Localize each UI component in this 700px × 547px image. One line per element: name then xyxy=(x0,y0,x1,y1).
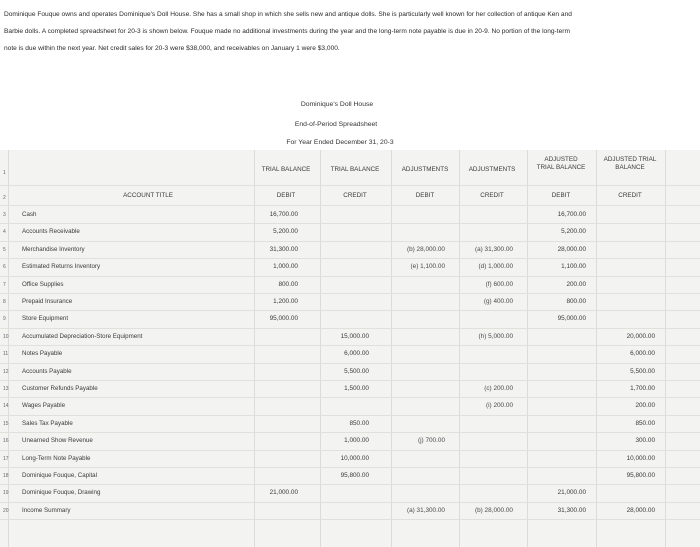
col-header-account-title: ACCOUNT TITLE xyxy=(123,192,173,199)
account-title: Office Supplies xyxy=(22,280,64,288)
row-number: 14 xyxy=(3,403,9,410)
company-name: Dominique's Doll House xyxy=(300,101,374,108)
grid-line xyxy=(320,150,321,547)
amount-cell: (b) 28,000.00 xyxy=(406,245,445,253)
amount-cell: 200.00 xyxy=(635,402,655,410)
account-title: Notes Payable xyxy=(22,350,63,358)
amount-cell: 10,000.00 xyxy=(340,454,369,462)
grid-line xyxy=(665,150,666,547)
row-number: 1 xyxy=(3,170,6,176)
amount-cell: (h) 5,000.00 xyxy=(478,332,513,340)
grid-line xyxy=(0,223,700,224)
col-header-debit: DEBIT xyxy=(415,192,435,199)
amount-cell: 10,000.00 xyxy=(626,454,655,462)
row-number: 9 xyxy=(3,316,6,323)
grid-line xyxy=(0,432,700,433)
amount-cell: 16,700.00 xyxy=(557,211,586,218)
grid-line xyxy=(0,241,700,242)
account-title: Estimated Returns Inventory xyxy=(22,263,101,271)
amount-cell: (g) 400.00 xyxy=(483,298,513,305)
amount-cell: 850.00 xyxy=(635,419,655,427)
amount-cell: (i) 200.00 xyxy=(486,402,513,410)
account-title: Unearned Show Revenue xyxy=(22,437,93,445)
row-number: 12 xyxy=(3,368,9,375)
col-header-trial-balance: TRIAL BALANCE xyxy=(261,166,311,173)
amount-cell: 95,000.00 xyxy=(269,315,298,323)
col-header-adjustments: ADJUSTMENTS xyxy=(401,166,449,173)
grid-line xyxy=(254,150,255,547)
col-header-adjusted-trial-balance: ADJUSTED TRIAL BALANCE xyxy=(603,156,657,171)
grid-line xyxy=(0,397,700,398)
account-title: Long-Term Note Payable xyxy=(22,454,91,462)
col-header-adjustments: ADJUSTMENTS xyxy=(468,166,516,173)
amount-cell: 5,200.00 xyxy=(273,228,298,236)
grid-line xyxy=(0,345,700,346)
amount-cell: 28,000.00 xyxy=(626,506,655,514)
row-number: 6 xyxy=(3,264,6,271)
amount-cell: 95,800.00 xyxy=(340,472,369,479)
amount-cell: 20,000.00 xyxy=(626,332,655,340)
row-number: 15 xyxy=(3,420,9,427)
col-header-credit: CREDIT xyxy=(480,192,504,199)
amount-cell: 31,300.00 xyxy=(557,506,586,514)
grid-line xyxy=(0,502,700,503)
row-number: 2 xyxy=(3,195,6,201)
amount-cell: 1,500.00 xyxy=(344,385,369,392)
account-title: Cash xyxy=(22,211,37,218)
row-number: 3 xyxy=(3,212,6,218)
amount-cell: (c) 200.00 xyxy=(484,385,513,392)
row-number: 20 xyxy=(3,507,9,514)
row-number: 10 xyxy=(3,333,9,340)
amount-cell: 5,200.00 xyxy=(561,228,586,236)
amount-cell: 5,500.00 xyxy=(630,367,655,375)
amount-cell: 850.00 xyxy=(349,419,369,427)
amount-cell: 15,000.00 xyxy=(340,332,369,340)
amount-cell: 1,000.00 xyxy=(273,263,298,271)
amount-cell: 31,300.00 xyxy=(269,245,298,253)
grid-line xyxy=(0,310,700,311)
grid-line xyxy=(391,150,392,547)
amount-cell: 21,000.00 xyxy=(557,489,586,497)
amount-cell: (f) 600.00 xyxy=(485,280,513,288)
grid-line xyxy=(0,484,700,485)
amount-cell: (a) 31,300.00 xyxy=(406,506,445,514)
amount-cell: 6,000.00 xyxy=(630,350,655,358)
grid-line xyxy=(0,185,700,186)
col-header-debit: DEBIT xyxy=(276,192,296,199)
row-number: 7 xyxy=(3,281,6,288)
grid-line xyxy=(0,363,700,364)
amount-cell: 95,800.00 xyxy=(626,472,655,479)
amount-cell: (d) 1,000.00 xyxy=(478,263,513,271)
amount-cell: 800.00 xyxy=(566,298,586,305)
amount-cell: (e) 1,100.00 xyxy=(410,263,445,271)
problem-line: note is due within the next year. Net credit sales for 20-3 were $38,000, and receivables on January 1 were $3,000. xyxy=(4,45,340,52)
grid-line xyxy=(596,150,597,547)
grid-line xyxy=(0,258,700,259)
grid-line xyxy=(0,276,700,277)
col-header-credit: CREDIT xyxy=(618,192,642,199)
amount-cell: 300.00 xyxy=(635,437,655,445)
account-title: Merchandise Inventory xyxy=(22,245,85,253)
amount-cell: 16,700.00 xyxy=(269,211,298,218)
account-title: Store Equipment xyxy=(22,315,69,323)
grid-line xyxy=(527,150,528,547)
report-period: For Year Ended December 31, 20-3 xyxy=(286,139,394,146)
account-title: Customer Refunds Payable xyxy=(22,385,98,392)
amount-cell: 1,100.00 xyxy=(561,263,586,271)
col-header-trial-balance: TRIAL BALANCE xyxy=(330,166,380,173)
problem-statement xyxy=(4,6,696,57)
row-number: 18 xyxy=(3,473,9,479)
problem-line: Dominique Fouque owns and operates Dominique's Doll House. She has a small shop in which she sells new and antique dolls. She is particularly well known for her collection of antique Ken and xyxy=(4,11,572,18)
grid-line xyxy=(0,415,700,416)
grid-line xyxy=(0,328,700,329)
row-number: 13 xyxy=(3,386,9,392)
amount-cell: 1,700.00 xyxy=(630,385,655,392)
account-title: Wages Payable xyxy=(22,402,66,410)
grid-line xyxy=(0,450,700,451)
row-number: 17 xyxy=(3,455,9,462)
col-header-debit: DEBIT xyxy=(551,192,571,199)
col-header-adjusted-trial-balance: ADJUSTED TRIAL BALANCE xyxy=(536,156,586,171)
amount-cell: 800.00 xyxy=(278,280,298,288)
account-title: Accounts Payable xyxy=(22,367,72,375)
col-header-credit: CREDIT xyxy=(343,192,367,199)
row-number: 4 xyxy=(3,229,6,236)
grid-line xyxy=(8,150,9,547)
amount-cell: 21,000.00 xyxy=(269,489,298,497)
grid-line xyxy=(0,380,700,381)
amount-cell: (j) 700.00 xyxy=(418,437,445,445)
account-title: Sales Tax Payable xyxy=(22,419,73,427)
account-title: Income Summary xyxy=(22,506,71,514)
row-number: 5 xyxy=(3,246,6,253)
row-number: 11 xyxy=(3,351,9,358)
account-title: Dominique Fouque, Capital xyxy=(22,472,97,479)
grid-line xyxy=(0,205,700,206)
amount-cell: 95,000.00 xyxy=(557,315,586,323)
account-title: Dominique Fouque, Drawing xyxy=(22,489,101,497)
amount-cell: 5,500.00 xyxy=(344,367,369,375)
amount-cell: 6,000.00 xyxy=(344,350,369,358)
amount-cell: 200.00 xyxy=(566,280,586,288)
amount-cell: 1,000.00 xyxy=(344,437,369,445)
row-number: 16 xyxy=(3,438,9,445)
grid-line xyxy=(0,467,700,468)
grid-line xyxy=(0,293,700,294)
amount-cell: (b) 28,000.00 xyxy=(474,506,513,514)
report-title: End-of-Period Spreadsheet xyxy=(294,121,378,128)
row-number: 8 xyxy=(3,299,6,305)
amount-cell: 1,200.00 xyxy=(273,298,298,305)
grid-line xyxy=(459,150,460,547)
spreadsheet xyxy=(0,150,700,547)
account-title: Prepaid Insurance xyxy=(22,298,73,305)
row-number: 19 xyxy=(3,490,9,497)
problem-line: Barbie dolls. A completed spreadsheet for 20-3 is shown below. Fouque made no additional investments during the year and the long-term note payable is due in 20-9. No portion of the long-term xyxy=(4,28,570,35)
amount-cell: 28,000.00 xyxy=(557,245,586,253)
account-title: Accumulated Depreciation-Store Equipment xyxy=(22,332,143,340)
account-title: Accounts Receivable xyxy=(22,228,80,236)
grid-line xyxy=(0,519,700,520)
amount-cell: (a) 31,300.00 xyxy=(474,245,513,253)
